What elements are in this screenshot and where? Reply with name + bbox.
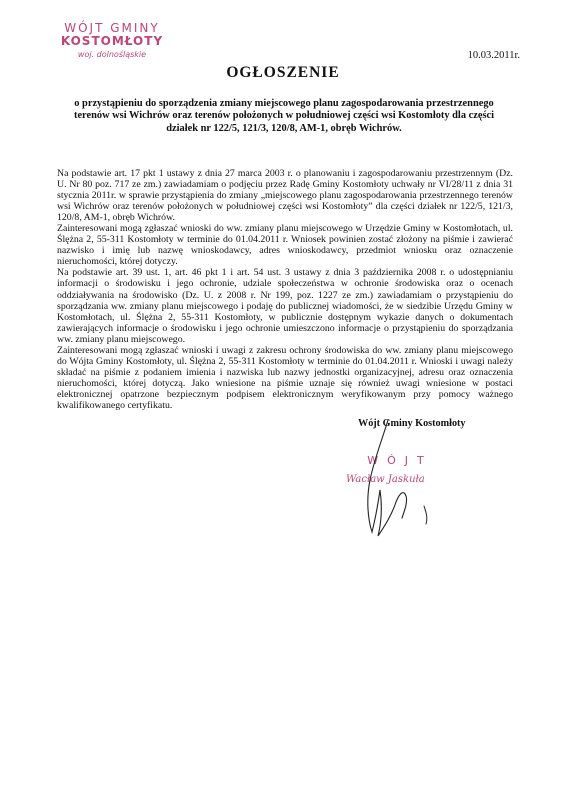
signature-stamp-name: Wacław Jaskuła (346, 474, 425, 485)
document-date: 10.03.2011r. (467, 50, 520, 61)
paragraph-1: Na podstawie art. 17 pkt 1 ustawy z dnia 27 marca 2003 r. o planowaniu i zagospodarowaniu przestrzennym (Dz. U. Nr 80 poz. 717 ze zm.) zawiadamiam o podjęciu przez Radę Gminy Kostomłoty uchwały nr VI/28/11 z dnia 31 stycznia 2011r. w sprawie przystąpienia do zmiany „miejscowego planu zagospodarowania przestrzennego terenów wsi Wichrów oraz terenów położonych w południowej części wsi Kostomłoty” dla części działek nr 122/5, 121/3, 120/8, AM-1, obręb Wichrów. (57, 168, 513, 224)
office-stamp (56, 22, 168, 61)
document-body (57, 168, 513, 411)
stamp-line-3: woj. dolnośląskie (77, 50, 147, 59)
document-subtitle: o przystąpieniu do sporządzenia zmiany miejscowego planu zagospodarowania przestrzennego terenów wsi Wichrów oraz terenów położonych w południowej części wsi Kostomłoty dla części działek nr 122/5, 121/3, 120/8, AM-1, obręb Wichrów. (73, 98, 494, 134)
signature-title: Wójt Gminy Kostomłoty (358, 418, 466, 429)
paragraph-4: Zainteresowani mogą zgłaszać wnioski i uwagi z zakresu ochrony środowiska do ww. zmiany planu miejscowego do Wójta Gminy Kostomłoty, ul. Ślężna 2, 55-311 Kostomłoty w terminie do 01.04.2011 r. Wnioski i uwagi należy składać na piśmie z podaniem imienia i nazwiska lub nazwy jednostki organizacyjnej, adresu oraz oznaczenia nieruchomości, której dotyczą. Jako wniesione na piśmie uznaje się również uwagi wniesione w postaci elektronicznej opatrzone bezpiecznym podpisem elektronicznym weryfikowanym przy pomocy ważnego kwalifikowanego certyfikatu. (57, 344, 513, 411)
paragraph-3: Na podstawie art. 39 ust. 1, art. 46 pkt 1 i art. 54 ust. 3 ustawy z dnia 3 października 2008 r. o udostępnianiu informacji o środowisku i jego ochronie, udziale społeczeństwa w ochronie środowiska oraz o ocenach oddziaływania na środowisko (Dz. U. z 2008 r. Nr 199, poz. 1227 ze zm.) zawiadamiam o przystąpieniu do sporządzania ww. zmiany planu miejscowego i podaję do publicznej wiadomości, że w siedzibie Urzędu Gminy w Kostomłotach, ul. Ślężna 2, 55-311 Kostomłoty, w publicznie dostępnym wykazie danych o dokumentach zawierających informacje o środowisku i jego ochronie umieszczono informacje o przystąpieniu do sporządzania ww. zmiany planu miejscowego. (57, 267, 513, 345)
handwritten-signature (330, 420, 450, 550)
stamp-line-2: KOSTOMŁOTY (60, 34, 164, 48)
document-title: OGŁOSZENIE (226, 64, 340, 81)
signature-stamp-title: WÓJT (367, 454, 433, 467)
stamp-line-1: WÓJT GMINY (64, 21, 160, 35)
paragraph-2: Zainteresowani mogą zgłaszać wnioski do ww. zmiany planu miejscowego w Urzędzie Gminy w Kostomłotach, ul. Ślężna 2, 55-311 Kostomłoty w terminie do 01.04.2011 r. Wniosek powinien zostać złożony na piśmie i zawierać nazwisko i imię lub nazwę wnioskodawcy, adres wnioskodawcy, przedmiot wniosku oraz oznaczenie nieruchomości, której dotyczy. (57, 223, 513, 268)
